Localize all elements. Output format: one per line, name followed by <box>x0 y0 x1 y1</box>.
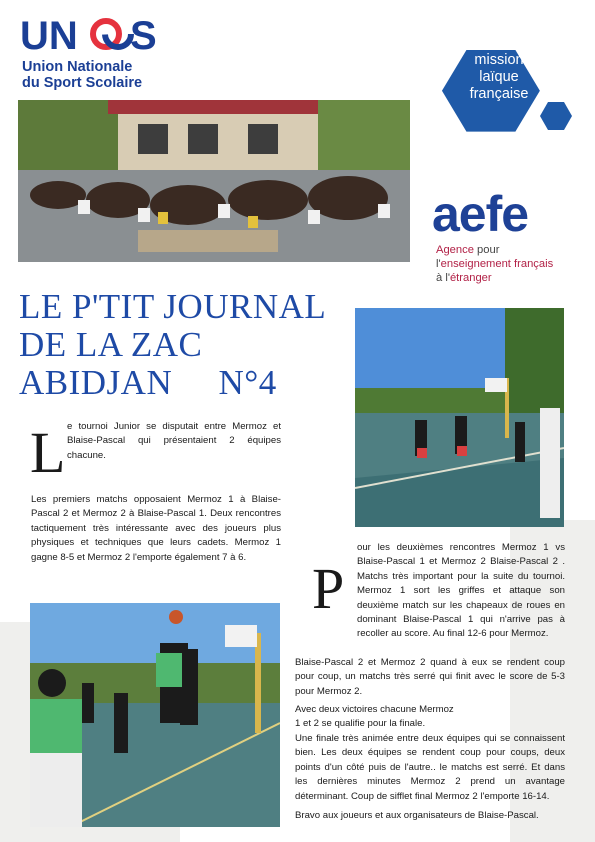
dropcap-L: L <box>30 420 66 485</box>
unss-subtitle-line2: du Sport Scolaire <box>22 75 143 91</box>
paragraph-final: Une finale très animée entre deux équipes qui se connaissent bien. Les deux équipes se rendent coup pour coups, deux points d'un côté puis de l'autre.. le matchs est serré. Et dans les dernières minutes Mermoz 2 prend un avantage déterminant. Coup de sifflet final Mermoz 2 l'emporte 16-14. <box>295 733 565 802</box>
aefe-subtitle <box>436 243 595 285</box>
paragraph-qualification <box>295 703 565 732</box>
photo-students-group <box>18 100 410 262</box>
aefe-line1-b: pour <box>473 244 500 256</box>
mlf-line3: française <box>469 86 529 102</box>
photo-basketball-shot <box>30 603 280 827</box>
aefe-line2-a: l' <box>436 258 441 270</box>
aefe-line1-a: Agence <box>436 244 474 256</box>
title-line3: ABIDJAN N°4 <box>19 363 277 402</box>
paragraph-first-matches: Les premiers matchs opposaient Mermoz 1 à Blaise-Pascal 2 et Mermoz 2 à Blaise-Pascal 1. Deux rencontres tactiquement très intéressante avec des joueurs plus physiques et techniques que leurs cadets. Mermoz 1 gagne 8-5 et Mermoz 2 l'emporte également 7 à 6. <box>31 494 281 563</box>
qualification-line2: 1 et 2 se qualifie pour la finale. <box>295 718 426 730</box>
page-title <box>19 288 349 402</box>
aefe-line3-b: étranger <box>449 272 492 284</box>
qualification-line1: Avec deux victoires chacune Mermoz <box>295 704 454 715</box>
svg-text:UN: UN <box>20 14 78 58</box>
paragraph-thanks: Bravo aux joueurs et aux organisateurs de Blaise-Pascal. <box>295 810 539 821</box>
paragraph-blaise-pascal-2: Blaise-Pascal 2 et Mermoz 2 quand à eux se rendent coup pour coup, un matchs très serré qui finit avec le score de 5-3 pour Mermoz 2. <box>295 657 565 697</box>
title-line1: LE P'TIT JOURNAL <box>19 287 327 326</box>
aefe-line3-a: à l' <box>436 272 450 284</box>
aefe-logo: aefe <box>432 186 529 242</box>
unss-subtitle-line1: Union Nationale <box>22 59 133 75</box>
unss-logo-mark <box>20 10 170 58</box>
mission-laique-logo <box>444 52 554 103</box>
dropcap-P: P <box>312 556 345 621</box>
paragraph-intro: e tournoi Junior se disputait entre Mermoz et Blaise-Pascal qui présentaient 2 équipes chacune. <box>67 421 281 461</box>
svg-text:S: S <box>130 14 157 58</box>
unss-subtitle <box>22 59 142 91</box>
title-line2: DE LA ZAC <box>19 325 203 364</box>
photo-basketball-court <box>355 308 564 527</box>
mlf-line1: mission <box>474 52 524 68</box>
paragraph-second-matches: our les deuxièmes rencontres Mermoz 1 vs Blaise-Pascal 1 et Mermoz 2 Blaise-Pascal 2 . Matchs très important pour la suite du tournoi. Mermoz 1 sort les griffes et attaque son deuxième match sur les chapeaux de roues en dominant Blaise-Pascal 1 qui n'arrive pas à recoller au score. Au final 12-6 pour Mermoz. <box>357 542 565 640</box>
aefe-line2-b: enseignement français <box>440 258 554 270</box>
mlf-line2: laïque <box>479 69 519 85</box>
